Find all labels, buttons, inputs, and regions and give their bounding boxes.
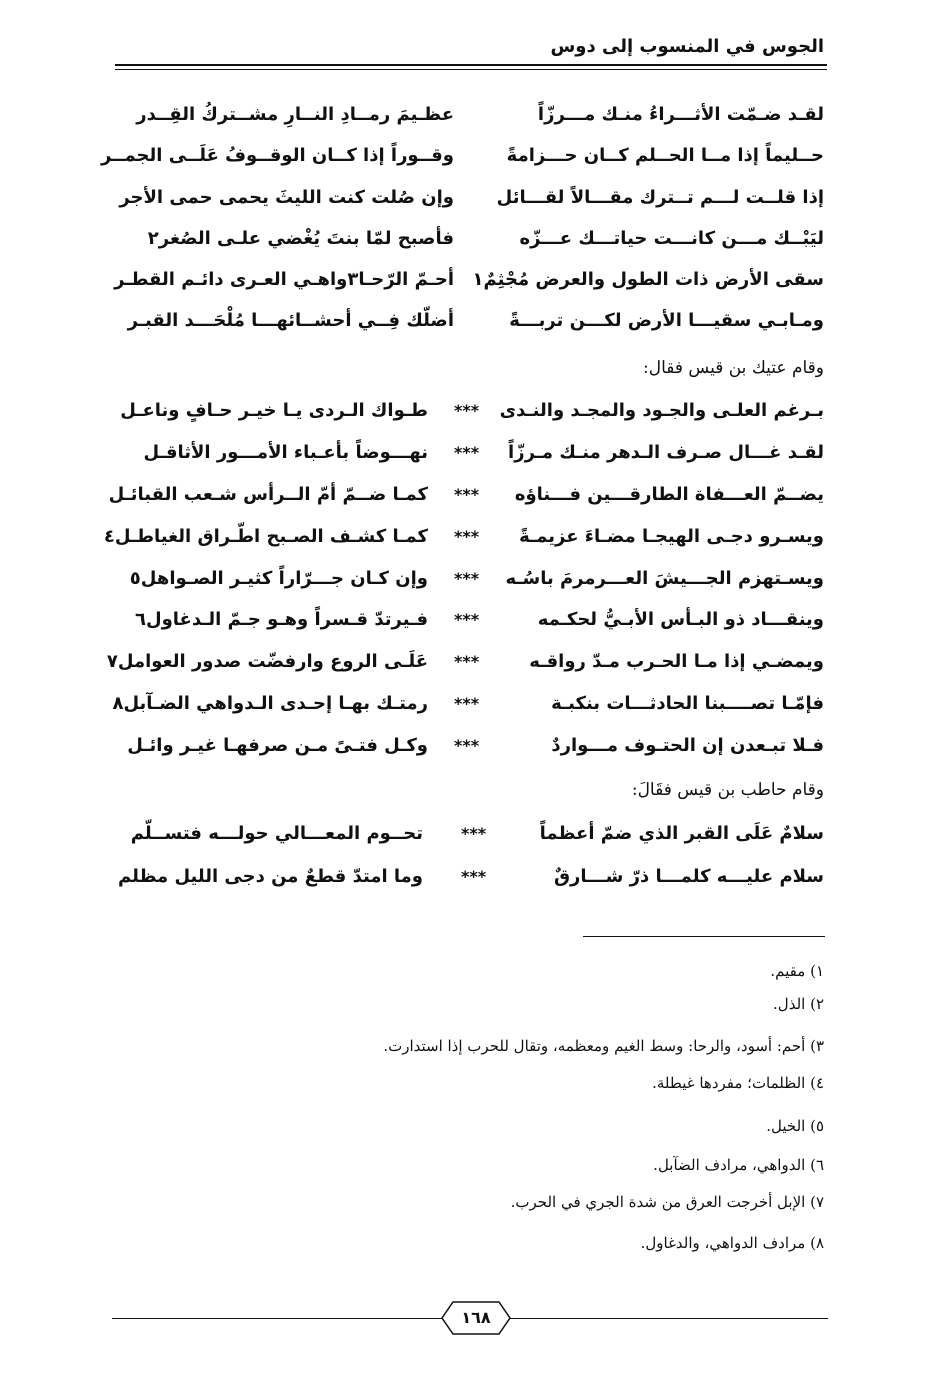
verse-separator: *** [454, 569, 480, 588]
running-header-title: الجوس في المنسوب إلى دوس [550, 36, 824, 57]
verse-right-6: ومـابـي سقيـــا الأرض لكـــن تربـــةً [509, 310, 824, 331]
footnote-3: ٣) أحم: أسود، والرحا: وسط الغيم ومعظمه، وتقال للحرب إذا استدارت. [383, 1037, 824, 1055]
verse-right-5: ويسـتهزم الجـــيشَ العـــرمرمَ باسُـه [505, 568, 824, 589]
verse-left-7: عَلَـى الروع وارفضّت صدور العوامل٧ [106, 651, 428, 672]
verse-left-2: نهـــوضاً بأعـباء الأمـــور الأثاقـل [143, 442, 428, 463]
section-intro-2: وقام عتيك بن قيس فقال: [643, 358, 824, 378]
verse-right-1: سلامٌ عَلَى القبر الذي ضمّ أعظماً [539, 823, 824, 844]
footnote-5: ٥) الخيل. [766, 1117, 824, 1135]
footer-rule-left [112, 1318, 442, 1319]
verse-right-3: يضــمّ العـــفاة الطارقـــين فـــناؤه [514, 484, 824, 505]
verse-left-5: أحـمّ الرّحـا٣واهـي العـرى دائـم القطـر [114, 269, 454, 290]
verse-left-5: وإن كـان جـــرّاراً كثيـر الصـواهل٥ [129, 568, 428, 589]
page-number: ١٦٨ [461, 1308, 491, 1327]
verse-separator: *** [454, 443, 480, 462]
verse-right-4: ويسـرو دجـى الهيجـا مضـاءَ عزيمـةً [519, 526, 824, 547]
verse-separator: *** [454, 527, 480, 546]
verse-right-4: ليَبْــك مـــن كانـــت حياتـــك عـــزّه [519, 228, 824, 249]
verse-right-3: إذا قلــت لـــم تــترك مقـــالاً لقـــائل [496, 187, 824, 208]
verse-left-3: وإن صُلت كنت الليثَ يحمى حمى الأجر [119, 187, 454, 208]
verse-separator: *** [461, 867, 487, 886]
verse-right-1: بـرغم العلـى والجـود والمجـد والنـدى [499, 400, 824, 421]
verse-right-6: وينقـــاد ذو البـأس الأبـيُّ لحكـمه [537, 609, 824, 630]
verse-separator: *** [454, 610, 480, 629]
verse-left-2: وما امتدّ قطعٌ من دجى الليل مظلم [118, 866, 423, 887]
footnote-6: ٦) الدواهي، مرادف الضآبل. [653, 1156, 824, 1174]
footer-rule-right [510, 1318, 828, 1319]
verse-left-6: فـيرتدّ قـسراً وهـو جـمّ الـدغاول٦ [134, 609, 428, 630]
verse-separator: *** [454, 485, 480, 504]
verse-left-6: أضلّك فِــي أحشــائهـــا مُلْحَـــد القبـر [127, 310, 454, 331]
footnote-2: ٢) الذل. [773, 995, 824, 1013]
footnote-1: ١) مقيم. [770, 962, 824, 980]
verse-right-9: فـلا تبـعدن إن الحتـوف مـــواردٌ [551, 735, 824, 756]
verse-left-1: تحــوم المعـــالي حولـــه فتســلّم [130, 823, 423, 844]
footnote-separator [583, 936, 825, 937]
verse-left-4: فأصبح لمّا بنتَ يُغْضي علـى الصُغر٢ [147, 228, 454, 249]
footnote-7: ٧) الإبل أخرجت العرق من شدة الجري في الحرب. [510, 1193, 824, 1211]
verse-left-1: طـواك الـردى يـا خيـر حـافٍ وناعـل [120, 400, 428, 421]
verse-left-8: رمتـك بهـا إحـدى الـدواهي الضـآبل٨ [112, 693, 428, 714]
verse-left-3: كمـا ضــمّ أمّ الــرأس شـعب القبائـل [108, 484, 428, 505]
verse-right-8: فإمّـا تصــــبنا الحادثـــات بنكبـة [551, 693, 824, 714]
verse-right-7: ويمضـي إذا مـا الحـرب مـدّ رواقـه [529, 651, 824, 672]
section-intro-3: وقام حاطب بن قيس فقَالَ: [631, 780, 824, 800]
header-rule [115, 64, 827, 66]
verse-separator: *** [461, 824, 487, 843]
footnote-8: ٨) مرادف الدواهي، والدغاول. [640, 1234, 824, 1252]
verse-separator: *** [454, 401, 480, 420]
footnote-4: ٤) الظلمات؛ مفردها غيطلة. [652, 1074, 824, 1092]
verse-separator: *** [454, 736, 480, 755]
verse-separator: *** [454, 694, 480, 713]
header-rule-thin [115, 69, 827, 70]
verse-left-4: كمـا كشـف الصـبح اطّـراق الغياطـل٤ [103, 526, 428, 547]
verse-right-5: سقى الأرض ذات الطول والعرض مُجْثِمٌ١ [472, 269, 824, 290]
verse-separator: *** [454, 652, 480, 671]
verse-right-2: لقـد غـــال صـرف الـدهر منـك مـرزّاً [508, 442, 824, 463]
verse-right-1: لقـد ضـمّت الأثـــراءُ منـك مـــرزّاً [537, 104, 824, 125]
verse-right-2: حــليماً إذا مــا الحــلم كــان حـــزامةً [506, 145, 824, 166]
verse-left-2: وقــوراً إذا كــان الوقــوفُ عَلَــى الجمــر [100, 145, 454, 166]
verse-right-2: سلام عليـــه كلمـــا ذرّ شـــارقٌ [553, 866, 824, 887]
verse-left-9: وكـل فتـىً مـن صرفهـا غيـر وائـل [127, 735, 428, 756]
verse-left-1: عظـيمَ رمــادِ النــارِ مشــتركُ القِــدر [136, 104, 454, 125]
